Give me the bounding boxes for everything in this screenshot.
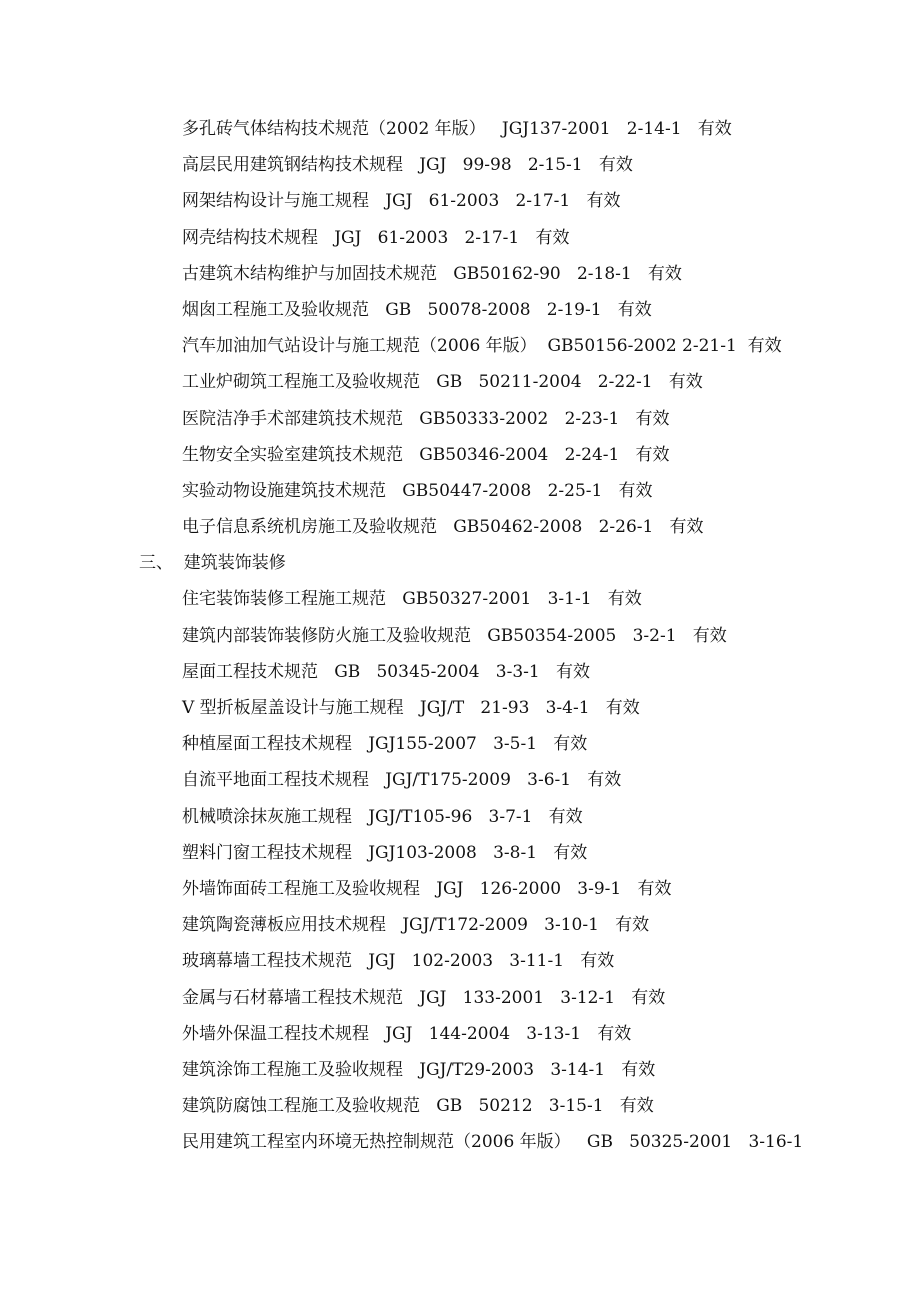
standard-entry: 实验动物设施建筑技术规范 GB50447-2008 2-25-1 有效 <box>182 480 653 501</box>
standard-entry: 网壳结构技术规程 JGJ 61-2003 2-17-1 有效 <box>182 227 570 248</box>
standard-entry: 电子信息系统机房施工及验收规范 GB50462-2008 2-26-1 有效 <box>182 517 704 538</box>
standard-entry: 自流平地面工程技术规程 JGJ/T175-2009 3-6-1 有效 <box>182 770 622 791</box>
standard-entry: 古建筑木结构维护与加固技术规范 GB50162-90 2-18-1 有效 <box>182 263 682 284</box>
standard-entry: 汽车加油加气站设计与施工规范（2006 年版） GB50156-2002 2-21-1 有效 <box>182 336 782 357</box>
standard-entry: 网架结构设计与施工规程 JGJ 61-2003 2-17-1 有效 <box>182 191 621 212</box>
standard-entry: 机械喷涂抹灰施工规程 JGJ/T105-96 3-7-1 有效 <box>182 806 583 827</box>
standard-entry: 外墙外保温工程技术规程 JGJ 144-2004 3-13-1 有效 <box>182 1023 632 1044</box>
standard-entry: 生物安全实验室建筑技术规范 GB50346-2004 2-24-1 有效 <box>182 444 670 465</box>
standard-entry: 外墙饰面砖工程施工及验收规程 JGJ 126-2000 3-9-1 有效 <box>182 878 672 899</box>
standard-entry: 多孔砖气体结构技术规范（2002 年版） JGJ137-2001 2-14-1 有效 <box>182 119 732 139</box>
standard-entry: 建筑陶瓷薄板应用技术规程 JGJ/T172-2009 3-10-1 有效 <box>182 915 650 936</box>
standards-list <box>0 111 920 1160</box>
standard-entry: 塑料门窗工程技术规程 JGJ103-2008 3-8-1 有效 <box>182 842 588 863</box>
standard-entry: 高层民用建筑钢结构技术规程 JGJ 99-98 2-15-1 有效 <box>182 155 633 176</box>
standard-entry: 医院洁净手术部建筑技术规范 GB50333-2002 2-23-1 有效 <box>182 408 670 429</box>
standard-entry: 建筑防腐蚀工程施工及验收规范 GB 50212 3-15-1 有效 <box>182 1096 654 1117</box>
standard-entry: 金属与石材幕墙工程技术规范 JGJ 133-2001 3-12-1 有效 <box>182 987 666 1008</box>
section-heading: 三、 建筑装饰装修 <box>139 553 286 574</box>
standard-entry: 烟囱工程施工及验收规范 GB 50078-2008 2-19-1 有效 <box>182 299 652 320</box>
standard-entry: V 型折板屋盖设计与施工规程 JGJ/T 21-93 3-4-1 有效 <box>182 698 640 718</box>
standard-entry: 建筑内部装饰装修防火施工及验收规范 GB50354-2005 3-2-1 有效 <box>182 625 727 646</box>
standard-entry: 民用建筑工程室内环境无热控制规范（2006 年版） GB 50325-2001 3-16-1 <box>182 1132 804 1153</box>
standard-entry: 玻璃幕墙工程技术规范 JGJ 102-2003 3-11-1 有效 <box>182 951 615 972</box>
standard-entry: 住宅装饰装修工程施工规范 GB50327-2001 3-1-1 有效 <box>182 589 642 610</box>
standard-entry: 种植屋面工程技术规程 JGJ155-2007 3-5-1 有效 <box>182 734 588 755</box>
standard-entry: 工业炉砌筑工程施工及验收规范 GB 50211-2004 2-22-1 有效 <box>182 372 703 393</box>
standard-entry: 建筑涂饰工程施工及验收规程 JGJ/T29-2003 3-14-1 有效 <box>182 1059 656 1080</box>
standard-entry: 屋面工程技术规范 GB 50345-2004 3-3-1 有效 <box>182 661 590 682</box>
